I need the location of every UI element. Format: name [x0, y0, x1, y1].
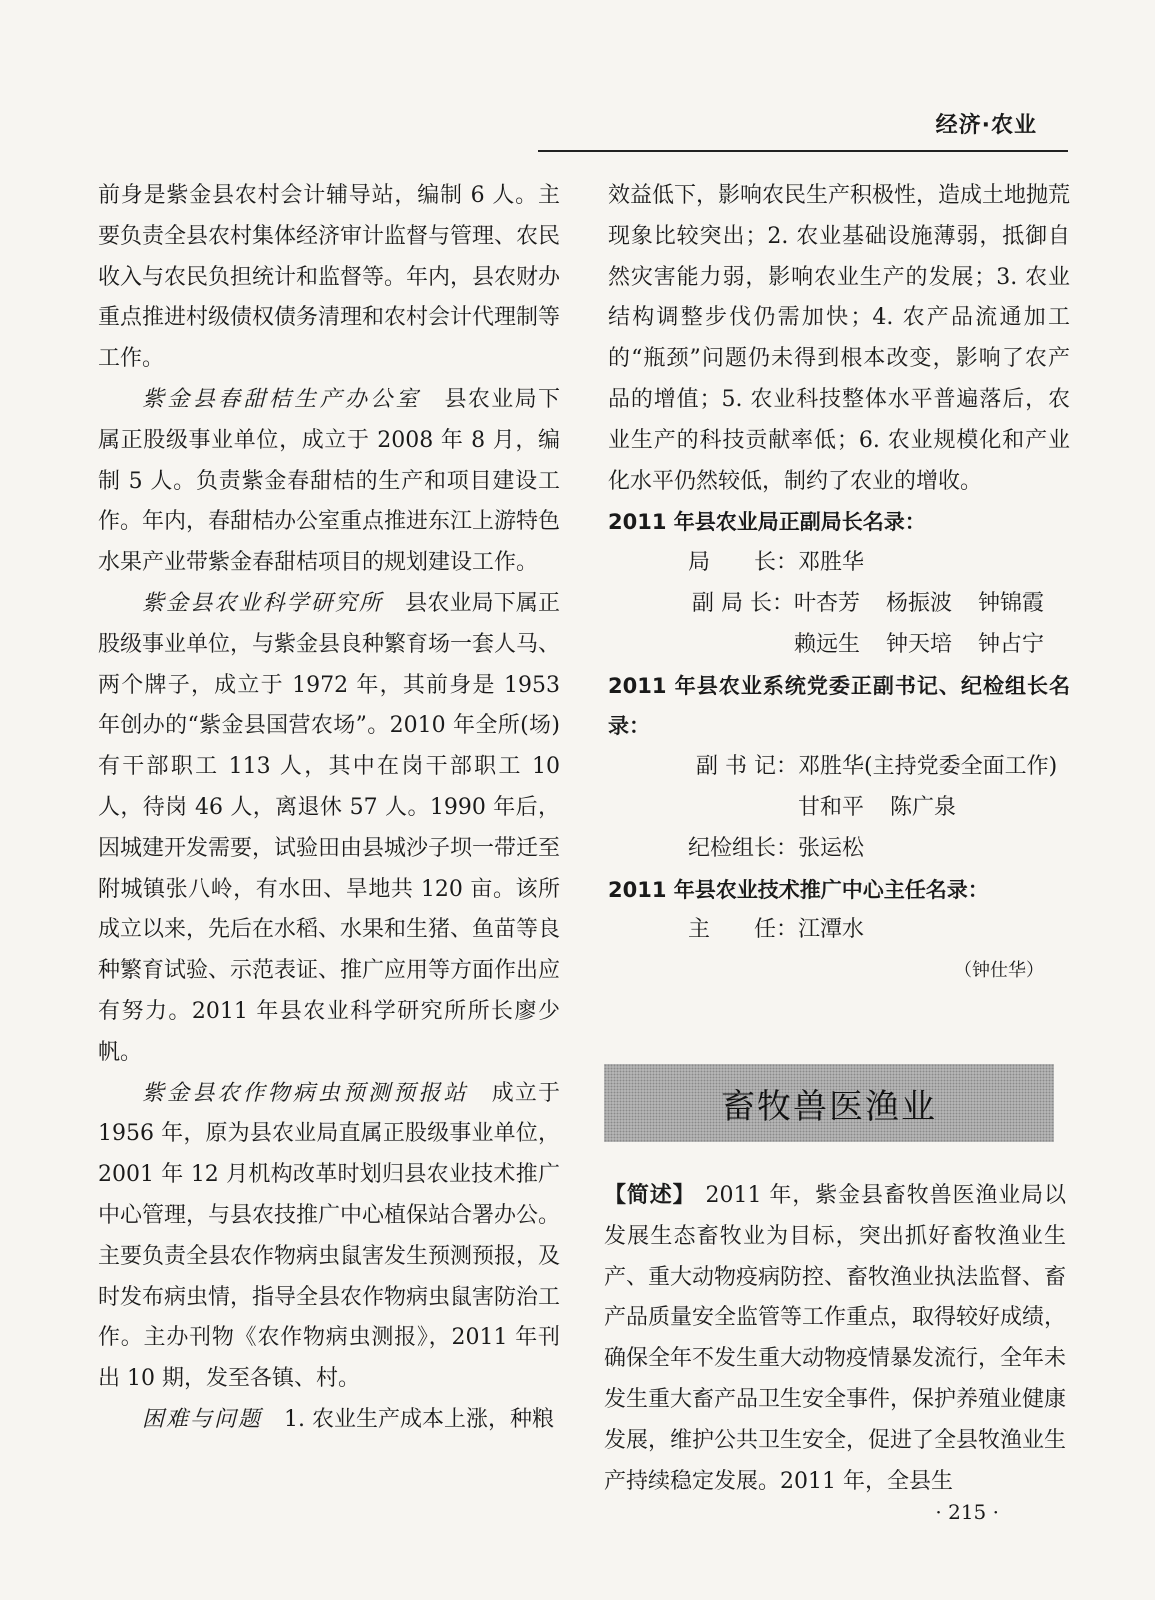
entry-text: 1. 农业生产成本上涨，种粮	[284, 1406, 555, 1432]
roster-role: 副 局 长：	[691, 590, 794, 616]
roster-row	[608, 543, 1070, 584]
roster-names: 江潭水	[798, 917, 865, 943]
list-heading: 2011 年县农业局正副局长名录：	[608, 510, 926, 535]
entry-text: 县农业局下属正股级事业单位，与紫金县良种繁育场一套人马、两个牌子，成立于 1972 年，其前身是 1953 年创办的“紫金县国营农场”。2010 年全所(场)有干部职工 113 人，其中在岗干部职工 10 人，待岗 46 人，离退休 57 人。1990 年后，因城建开发需要，试验田由县城沙子坝一带迁至附城镇张八岭，有水田、旱地共 120 亩。该所成立以来，先后在水稻、水果和生猪、鱼苗等良种繁育试验、示范表证、推广应用等方面作出应有努力。2011 年县农业科学研究所所长廖少帆。	[98, 590, 561, 1065]
roster-names: 邓胜华(主持党委全面工作)	[798, 754, 1058, 780]
page-number: · 215 ·	[935, 1500, 999, 1524]
person-name: 甘和平	[798, 794, 865, 820]
roster-role: 局 长：	[687, 550, 798, 576]
entry-term: 紫金县农业科学研究所	[142, 590, 384, 616]
list-heading: 2011 年县农业系统党委正副书记、纪检组长名录：	[608, 673, 1070, 739]
roster-names	[798, 788, 1070, 829]
section-title: 畜牧兽医渔业	[721, 1086, 937, 1127]
roster-role: 主 任：	[687, 917, 798, 943]
paragraph	[98, 584, 560, 1074]
entry-term: 紫金县春甜桔生产办公室	[142, 386, 422, 412]
paragraph	[98, 1074, 560, 1400]
person-name: 钟锦霞	[977, 590, 1044, 616]
paragraph	[98, 380, 560, 584]
person-name: 钟天培	[885, 631, 952, 657]
roster-names	[794, 584, 1070, 625]
roster-row	[608, 747, 1070, 788]
paragraph: 前身是紫金县农村会计辅导站，编制 6 人。主要负责全县农村集体经济审计监督与管理、农民收入与农民负担统计和监督等。年内，县农财办重点推进村级债权债务清理和农村会计代理制等工作。	[98, 183, 561, 372]
paragraph	[98, 1400, 560, 1441]
entry-term: 困难与问题	[142, 1406, 263, 1432]
person-name: 杨振波	[885, 590, 952, 616]
section-intro	[604, 1176, 1066, 1502]
paragraph: 效益低下，影响农民生产积极性，造成土地抛荒现象比较突出；2. 农业基础设施薄弱，抵御自然灾害能力弱，影响农业生产的发展；3. 农业结构调整步伐仍需加快；4. 农产品流通加工的“瓶颈”问题仍未得到根本改变，影响了农产品的增值；5. 农业科技整体水平普遍落后，农业生产的科技贡献率低；6. 农业规模化和产业化水平仍然较低，制约了农业的增收。	[608, 183, 1071, 494]
left-column	[98, 176, 560, 1441]
intro-label: 【简述】	[604, 1183, 696, 1208]
roster-row	[608, 910, 1070, 951]
intro-text: 2011 年，紫金县畜牧兽医渔业局以发展生态畜牧业为目标，突出抓好畜牧渔业生产、重大动物疫病防控、畜牧渔业执法监督、畜产品质量安全监管等工作重点，取得较好成绩，确保全年不发生重大动物疫情暴发流行，全年未发生重大畜产品卫生安全事件，保护养殖业健康发展，维护公共卫生安全，促进了全县牧渔业生产持续稳定发展。2011 年，全县生	[604, 1183, 1067, 1494]
person-name: 叶杏芳	[793, 590, 860, 616]
entry-term: 紫金县农作物病虫预测预报站	[142, 1080, 469, 1106]
entry-text: 成立于 1956 年，原为县农业局直属正股级事业单位，2001 年 12 月机构改革时划归县农业技术推广中心管理，与县农技推广中心植保站合署办公。主要负责全县农作物病虫鼠害发生预测预报，及时发布病虫情，指导全县农作物病虫鼠害防治工作。主办刊物《农作物病虫测报》，2011 年刊出 10 期，发至各镇、村。	[98, 1080, 561, 1392]
roster-row	[608, 625, 1070, 666]
section-banner	[604, 1064, 1054, 1142]
running-header: 经济·农业	[935, 113, 1037, 138]
author-credit: （钟仕华）	[954, 960, 1044, 982]
right-column	[608, 176, 1070, 992]
roster-role: 副 书 记：	[696, 754, 798, 780]
person-name: 陈广泉	[890, 794, 957, 820]
roster-names: 张运松	[798, 835, 865, 861]
roster-names: 邓胜华	[798, 550, 865, 576]
header-rule	[538, 150, 1068, 152]
roster-row	[608, 584, 1070, 625]
roster-names	[794, 625, 1070, 666]
list-heading: 2011 年县农业技术推广中心主任名录：	[608, 877, 989, 902]
roster-row	[608, 788, 1070, 829]
person-name: 钟占宁	[977, 631, 1044, 657]
entry-text: 县农业局下属正股级事业单位，成立于 2008 年 8 月，编制 5 人。负责紫金春甜桔的生产和项目建设工作。年内，春甜桔办公室重点推进东江上游特色水果产业带紫金春甜桔项目的规划建设工作。	[98, 386, 561, 576]
person-name: 赖远生	[793, 631, 860, 657]
roster-row	[608, 829, 1070, 870]
roster-role: 纪检组长：	[687, 835, 798, 861]
